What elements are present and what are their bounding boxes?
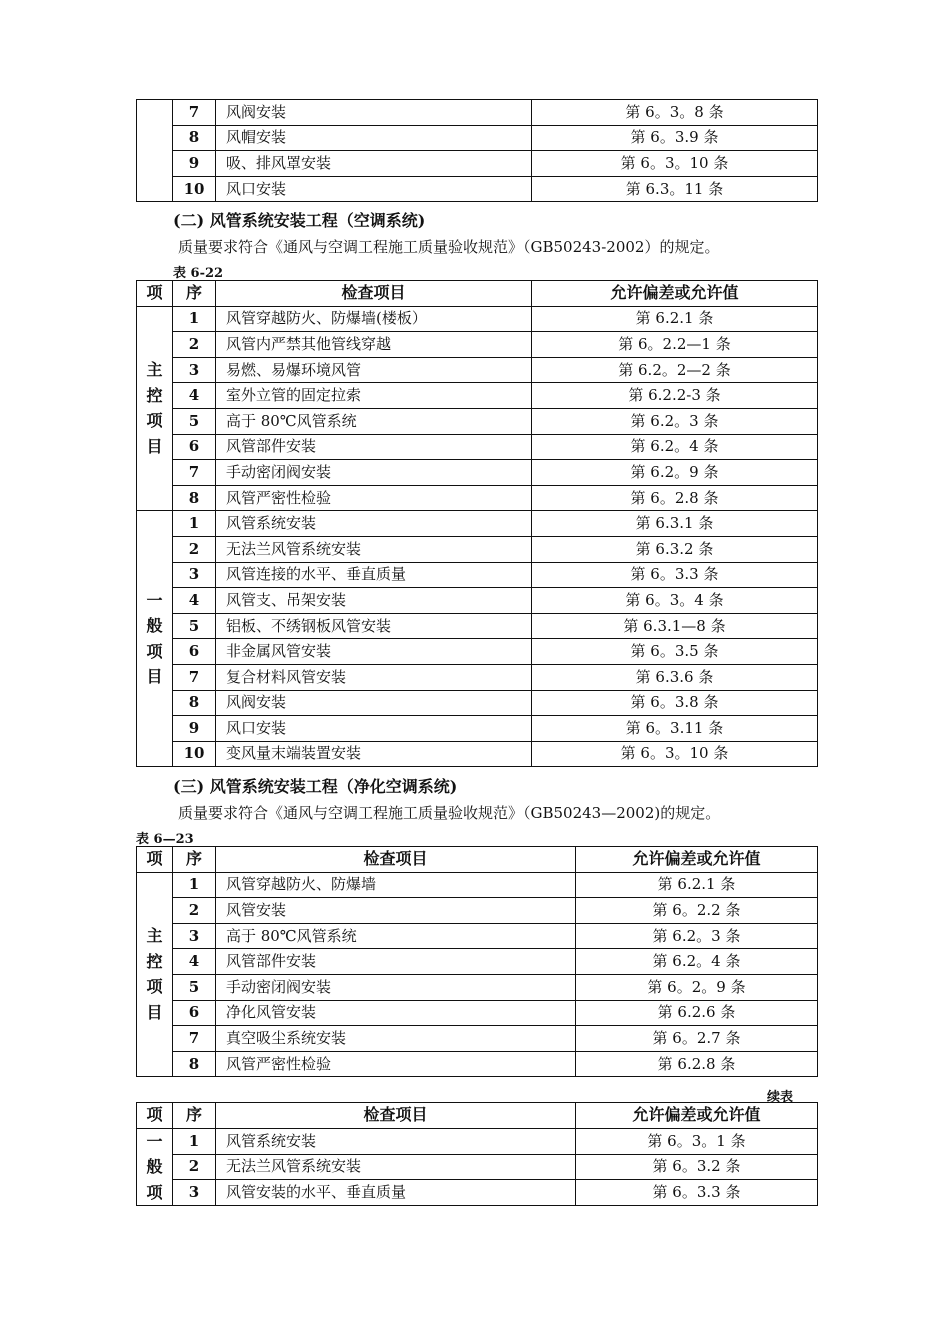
row-number: 3	[173, 1180, 216, 1206]
header-item: 检查项目	[216, 281, 532, 307]
row-item: 风口安装	[216, 176, 532, 202]
row-clause: 第 6。2.2—1 条	[532, 332, 818, 358]
header-seq: 序	[173, 1103, 216, 1129]
table-row	[137, 923, 818, 949]
row-item: 风管穿越防火、防爆墙(楼板）	[216, 306, 532, 332]
row-item: 吸、排风罩安装	[216, 151, 532, 177]
table-header-row	[137, 281, 818, 307]
row-number: 3	[173, 923, 216, 949]
row-item: 风管部件安装	[216, 949, 576, 975]
row-number: 8	[173, 485, 216, 511]
row-clause: 第 6.2.1 条	[532, 306, 818, 332]
row-number: 10	[173, 741, 216, 767]
row-number: 7	[173, 100, 216, 126]
category-cell: 一 般 项 目	[137, 511, 173, 767]
row-number: 9	[173, 716, 216, 742]
table-row	[137, 434, 818, 460]
row-number: 7	[173, 460, 216, 486]
table-row	[137, 639, 818, 665]
row-item: 风阀安装	[216, 100, 532, 126]
row-item: 风管部件安装	[216, 434, 532, 460]
table-row	[137, 1026, 818, 1052]
row-clause: 第 6.2.6 条	[576, 1000, 818, 1026]
table-header-row	[137, 1103, 818, 1129]
row-clause: 第 6。2.2 条	[576, 898, 818, 924]
table-row	[137, 485, 818, 511]
row-item: 风管连接的水平、垂直质量	[216, 562, 532, 588]
table-row	[137, 460, 818, 486]
row-item: 易燃、易爆环境风管	[216, 357, 532, 383]
table-row	[137, 1180, 818, 1206]
row-clause: 第 6.2。3 条	[576, 923, 818, 949]
row-item: 净化风管安装	[216, 1000, 576, 1026]
row-number: 5	[173, 974, 216, 1000]
row-clause: 第 6。3。10 条	[532, 741, 818, 767]
table-row	[137, 1154, 818, 1180]
table-row	[137, 690, 818, 716]
row-number: 2	[173, 898, 216, 924]
row-item: 复合材料风管安装	[216, 664, 532, 690]
row-clause: 第 6.2。2—2 条	[532, 357, 818, 383]
continued-label: 续表	[767, 1090, 794, 1105]
table-row	[137, 588, 818, 614]
row-number: 1	[173, 872, 216, 898]
section3-text: 质量要求符合《通风与空调工程施工质量验收规范》（GB50243—2002)的规定。	[178, 804, 721, 822]
row-item: 风阀安装	[216, 690, 532, 716]
row-clause: 第 6.2.8 条	[576, 1051, 818, 1077]
header-clause: 允许偏差或允许值	[532, 281, 818, 307]
row-item: 风管系统安装	[216, 1128, 576, 1154]
row-item: 手动密闭阀安装	[216, 974, 576, 1000]
row-clause: 第 6.3.6 条	[532, 664, 818, 690]
row-clause: 第 6.3。11 条	[532, 176, 818, 202]
row-number: 4	[173, 588, 216, 614]
row-item: 风管穿越防火、防爆墙	[216, 872, 576, 898]
row-item: 风管安装的水平、垂直质量	[216, 1180, 576, 1206]
row-item: 风管系统安装	[216, 511, 532, 537]
header-seq: 序	[173, 847, 216, 873]
row-clause: 第 6.2.1 条	[576, 872, 818, 898]
row-item: 无法兰风管系统安装	[216, 1154, 576, 1180]
header-clause: 允许偏差或允许值	[576, 847, 818, 873]
row-item: 风口安装	[216, 716, 532, 742]
section2-text: 质量要求符合《通风与空调工程施工质量验收规范》（GB50243-2002）的规定。	[178, 238, 720, 256]
row-number: 1	[173, 1128, 216, 1154]
row-number: 8	[173, 690, 216, 716]
table-row	[137, 1000, 818, 1026]
row-item: 风管严密性检验	[216, 485, 532, 511]
row-item: 风管内严禁其他管线穿越	[216, 332, 532, 358]
row-clause: 第 6.2。4 条	[532, 434, 818, 460]
row-number: 4	[173, 949, 216, 975]
row-clause: 第 6。3。1 条	[576, 1128, 818, 1154]
table-row	[137, 383, 818, 409]
row-item: 变风量末端装置安装	[216, 741, 532, 767]
row-number: 9	[173, 151, 216, 177]
table-row	[137, 898, 818, 924]
row-number: 7	[173, 1026, 216, 1052]
row-item: 无法兰风管系统安装	[216, 536, 532, 562]
row-clause: 第 6。3.9 条	[532, 125, 818, 151]
row-clause: 第 6.3.1 条	[532, 511, 818, 537]
row-number: 7	[173, 664, 216, 690]
table-header-row	[137, 847, 818, 873]
row-item: 铝板、不绣钢板风管安装	[216, 613, 532, 639]
row-item: 风帽安装	[216, 125, 532, 151]
header-category: 项	[137, 1103, 173, 1129]
row-clause: 第 6.3.2 条	[532, 536, 818, 562]
row-clause: 第 6。3。10 条	[532, 151, 818, 177]
row-number: 2	[173, 332, 216, 358]
row-clause: 第 6.2。9 条	[532, 460, 818, 486]
header-category: 项	[137, 281, 173, 307]
category-cell: 主 控 项 目	[137, 306, 173, 511]
row-item: 风管严密性检验	[216, 1051, 576, 1077]
row-item: 风管支、吊架安装	[216, 588, 532, 614]
section2-heading: (二) 风管系统安装工程（空调系统)	[173, 211, 426, 230]
row-clause: 第 6.2。3 条	[532, 408, 818, 434]
table-row	[137, 151, 818, 177]
row-item: 室外立管的固定拉索	[216, 383, 532, 409]
row-number: 3	[173, 357, 216, 383]
section3-heading: (三) 风管系统安装工程（净化空调系统)	[173, 777, 458, 796]
table623-label: 表 6—23	[136, 832, 194, 847]
row-clause: 第 6。3.3 条	[532, 562, 818, 588]
continued-table	[136, 1102, 818, 1206]
row-number: 6	[173, 639, 216, 665]
row-number: 5	[173, 613, 216, 639]
row-clause: 第 6。3.5 条	[532, 639, 818, 665]
row-item: 真空吸尘系统安装	[216, 1026, 576, 1052]
table622-label: 表 6-22	[173, 266, 224, 281]
table-row	[137, 1051, 818, 1077]
row-item: 非金属风管安装	[216, 639, 532, 665]
row-number: 3	[173, 562, 216, 588]
header-clause: 允许偏差或允许值	[576, 1103, 818, 1129]
table-6-23-body	[137, 847, 818, 1077]
row-item: 高于 80℃风管系统	[216, 408, 532, 434]
row-number: 5	[173, 408, 216, 434]
table-6-22-body	[137, 281, 818, 767]
table-row	[137, 332, 818, 358]
row-clause: 第 6。2.7 条	[576, 1026, 818, 1052]
row-item: 高于 80℃风管系统	[216, 923, 576, 949]
row-item: 风管安装	[216, 898, 576, 924]
row-clause: 第 6。3.11 条	[532, 716, 818, 742]
header-item: 检查项目	[216, 847, 576, 873]
continued-table-body	[137, 1103, 818, 1206]
table-row	[137, 716, 818, 742]
category-cell: 一 般 项	[137, 1128, 173, 1206]
row-item: 手动密闭阀安装	[216, 460, 532, 486]
table-row	[137, 100, 818, 126]
row-clause: 第 6.2.2-3 条	[532, 383, 818, 409]
row-number: 6	[173, 434, 216, 460]
top-table-body	[137, 100, 818, 202]
row-clause: 第 6。3.3 条	[576, 1180, 818, 1206]
row-number: 1	[173, 306, 216, 332]
row-number: 1	[173, 511, 216, 537]
table-row	[137, 357, 818, 383]
category-cell	[137, 100, 173, 202]
row-clause: 第 6。3。4 条	[532, 588, 818, 614]
table-row	[137, 306, 818, 332]
table-6-23	[136, 846, 818, 1077]
header-category: 项	[137, 847, 173, 873]
table-6-22	[136, 280, 818, 767]
table-row	[137, 1128, 818, 1154]
row-clause: 第 6.2。4 条	[576, 949, 818, 975]
row-number: 8	[173, 1051, 216, 1077]
table-row	[137, 408, 818, 434]
row-clause: 第 6。2.8 条	[532, 485, 818, 511]
row-clause: 第 6。2。9 条	[576, 974, 818, 1000]
table-row	[137, 613, 818, 639]
table-row	[137, 741, 818, 767]
table-row	[137, 664, 818, 690]
row-number: 2	[173, 1154, 216, 1180]
row-clause: 第 6。3.8 条	[532, 690, 818, 716]
category-cell: 主 控 项 目	[137, 872, 173, 1077]
top-table	[136, 99, 818, 202]
table-row	[137, 562, 818, 588]
row-number: 4	[173, 383, 216, 409]
row-number: 2	[173, 536, 216, 562]
table-row	[137, 125, 818, 151]
table-row	[137, 536, 818, 562]
row-number: 10	[173, 176, 216, 202]
row-number: 6	[173, 1000, 216, 1026]
table-row	[137, 872, 818, 898]
header-seq: 序	[173, 281, 216, 307]
table-row	[137, 176, 818, 202]
table-row	[137, 511, 818, 537]
table-row	[137, 949, 818, 975]
row-number: 8	[173, 125, 216, 151]
row-clause: 第 6.3.1—8 条	[532, 613, 818, 639]
row-clause: 第 6。3。8 条	[532, 100, 818, 126]
header-item: 检查项目	[216, 1103, 576, 1129]
row-clause: 第 6。3.2 条	[576, 1154, 818, 1180]
table-row	[137, 974, 818, 1000]
